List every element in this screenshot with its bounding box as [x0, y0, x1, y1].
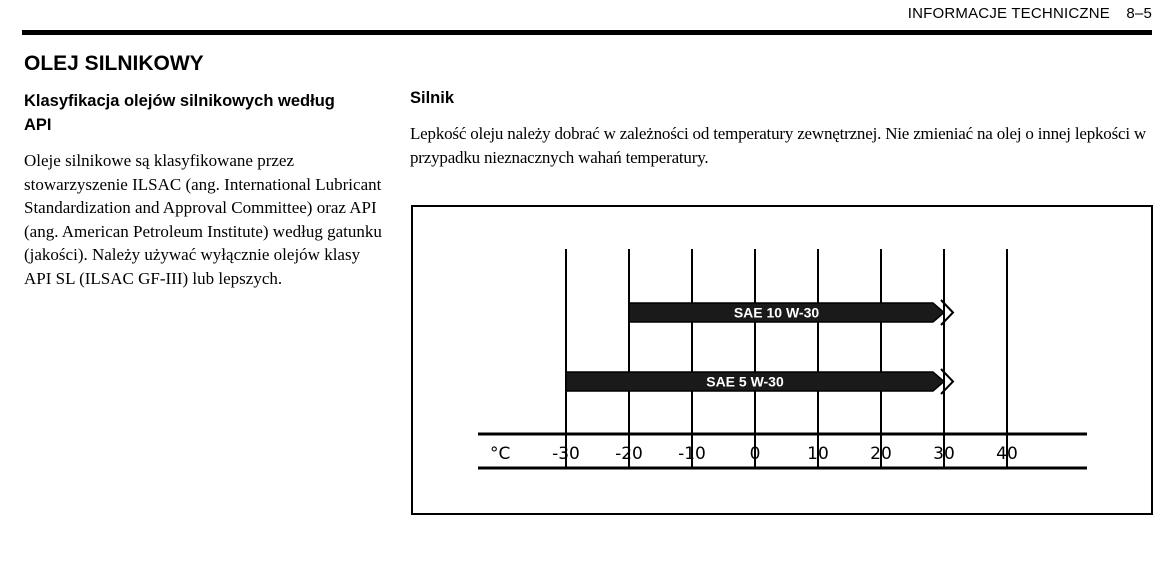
header-divider	[22, 30, 1152, 35]
left-subtitle: Klasyfikacja olejów silnikowych według API	[24, 92, 335, 134]
axis-unit-label: °C	[490, 444, 511, 464]
left-body-text: Oleje silnikowe są klasyfikowane przez stowarzyszenie ILSAC (ang. International Lubricant Standardization and Approval Committee) oraz API (ang. American Petroleum Institute) według gatunku (jakości). Należy używać wyłącznie olejów klasy API SL (ILSAC GF-III) lub lepszych.	[24, 151, 382, 288]
header-title: INFORMACJE TECHNICZNE	[907, 5, 1110, 22]
page-number: 8–5	[1126, 5, 1152, 22]
right-subtitle: Silnik	[410, 89, 455, 107]
page-header	[908, 5, 1152, 22]
tick-label: 40	[996, 444, 1018, 464]
right-body-text: Lepkość oleju należy dobrać w zależności od temperatury zewnętrznej. Nie zmieniać na olej o innej lepkości w przypadku nieznacznych wahań temperatury.	[410, 124, 1147, 167]
tick-label: 20	[870, 444, 892, 464]
section-title: OLEJ SILNIKOWY	[24, 52, 204, 75]
tick-label: -30	[552, 444, 580, 464]
viscosity-chart-svg	[413, 207, 1151, 513]
tick-label: 10	[807, 444, 829, 464]
tick-label: -10	[678, 444, 706, 464]
tick-label: 0	[749, 444, 761, 464]
bar-label: SAE 5 W-30	[706, 373, 784, 390]
tick-label: -20	[615, 444, 643, 464]
tick-label: 30	[933, 444, 955, 464]
viscosity-chart	[411, 205, 1153, 515]
bar-label: SAE 10 W-30	[733, 304, 820, 321]
